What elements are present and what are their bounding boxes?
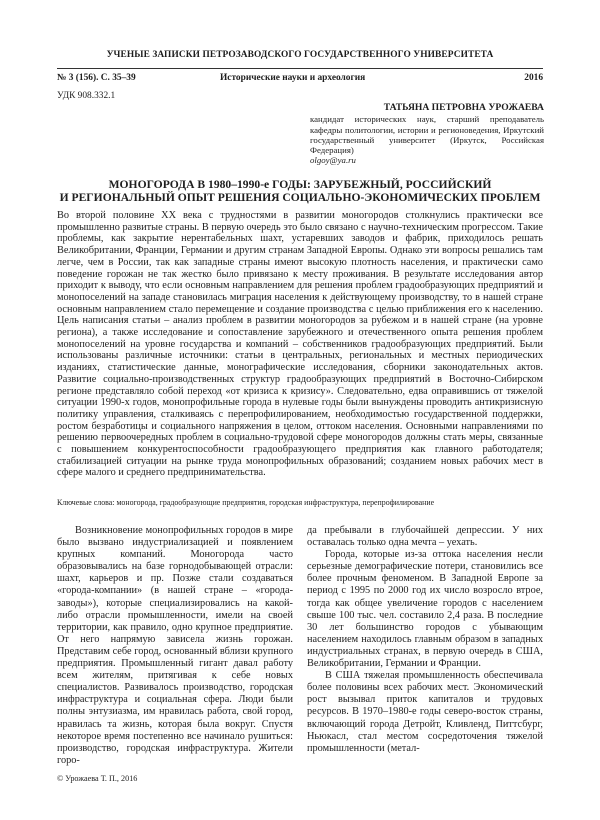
body-column-left — [57, 525, 293, 767]
header-divider — [57, 68, 543, 69]
paragraph: Возникновение монопрофильных городов в мире было вызвано индустриализацией и появлением крупных компаний. Моногорода часто образовывались на базе горнодобывающей отрасли: шахт, карьеров и пр. Позже стали создаваться «города-компании» (в нашей стране – «города-заводы»), которые специализировались на какой-либо отрасли промышленности, имели на своей территории, как правило, одно крупное предприятие. От него напрямую зависела жизнь горожан. Представим себе город, основанный вблизи крупного предприятия. Промышленный гигант давал работу всем жителям, притягивая к себе новых специалистов. Развивалось производство, городская инфраструктура и социальная сфера. Люди были полны энтузиазма, им нравилась работа, свой город, нравилась та жизнь, которая была вокруг. Спустя некоторое время постепенно все начинало рушиться: производство, городская инфраструктура. Жители горо- — [57, 525, 293, 766]
author-email[interactable]: olgoy@ya.ru — [310, 155, 356, 166]
copyright: © Урожаева Т. П., 2016 — [57, 774, 138, 783]
paragraph: да пребывали в глубочайшей депрессии. У них оставалась только одна мечта – уехать. — [307, 525, 543, 549]
author-block — [310, 103, 544, 166]
udk-code: УДК 908.332.1 — [57, 91, 116, 101]
abstract: Во второй половине XX века с трудностями в развитии моногородов столкнулись практически все промышленно развитые страны. В первую очередь это было связано с научно-техническим прогрессом. Такие проблемы, как закрытие нерентабельных шахт, устаревших заводов и фабрик, приходилось решать Великобритании, Франции, Германии и другим странам Западной Европы. Однако эти вопросы решались там легче, чем в России, так как западные страны имеют высокую плотность населения, и практически само поведение горожан не так жестко было привязано к месту проживания. В результате исследования автор приходит к выводу, что если основным направлением для решения проблем градообразующих предприятий и монопоселений на западе становилась миграция населения к действующему производству, то в нашей стране основным направлением стало перемещение и создание производства с целью приближения его к населению. Цель написания статьи – анализ проблем в развитии моногородов за рубежом и в нашей стране (на уровне региона), а также исследование и сопоставление зарубежного и отечественного опыта решения проблем монопоселений на уровне государства и компаний – собственников градообразующих предприятий. Были использованы различные источники: статьи в центральных, региональных и местных периодических изданиях, статистические данные, монографические исследования, сборники законодательных актов. Развитие социально-производственных структур градообразующих предприятий в Восточно-Сибирском регионе представляло собой переход «от кризиса к кризису». Следовательно, едва оправившись от тяжелой ситуации 1990-х годов, монопрофильные города в нулевые годы были вынуждены проводить антикризисную политику управления, сталкиваясь с перепрофилированием, необходимостью государственной поддержки, ростом безработицы и социального напряжения в целом, оттоком населения. Основными направлениями по решению первоочередных проблем в социально-трудовой сфере моногородов должны стать меры, связанные с повышением конкурентоспособности градообразующего предприятия как главного работодателя; стабилизацией ситуации на рынке труда монопрофильных образований; созданием новых рабочих мест в сфере малого и среднего предпринимательства. — [57, 210, 543, 479]
paragraph: В США тяжелая промышленность обеспечивала более половины всех рабочих мест. Экономический рост вызывал приток капиталов и трудовых ресурсов. В 1970–1980-е годы северо-восток страны, включающий города Детройт, Кливленд, Питтсбург, Ньюкасл, стал местом сосредоточения тяжелой промышленности (метал- — [307, 670, 543, 754]
keywords: Ключевые слова: моногорода, градообразующие предприятия, городская инфраструктура, перепрофилирование — [57, 498, 435, 507]
article-title — [0, 178, 600, 204]
issue-year: 2016 — [524, 73, 543, 83]
journal-title: УЧЕНЫЕ ЗАПИСКИ ПЕТРОЗАВОДСКОГО ГОСУДАРСТВЕННОГО УНИВЕРСИТЕТА — [106, 50, 494, 60]
body-column-right — [307, 525, 543, 755]
title-line-2: И РЕГИОНАЛЬНЫЙ ОПЫТ РЕШЕНИЯ СОЦИАЛЬНО-ЭКОНОМИЧЕСКИХ ПРОБЛЕМ — [59, 191, 541, 205]
section-name: Исторические науки и археология — [220, 73, 366, 83]
title-line-1: МОНОГОРОДА В 1980–1990-е ГОДЫ: ЗАРУБЕЖНЫЙ, РОССИЙСКИЙ — [108, 178, 492, 191]
author-name: ТАТЬЯНА ПЕТРОВНА УРОЖАЕВА — [383, 102, 544, 113]
issue-number: № 3 (156). С. 35–39 — [57, 73, 136, 83]
author-affiliation: кандидат исторических наук, старший преподаватель кафедры политологии, истории и регионоведения, Иркутский государственный университет (Иркутск, Российская Федерация) — [310, 114, 544, 156]
paragraph: Города, которые из-за оттока населения несли серьезные демографические потери, становились все более прочным феноменом. В Западной Европе за период с 1995 по 2000 год их число возросло втрое, тогда как общее увеличение городов с населением свыше 100 тыс. чел. составило 2,4 раза. В последние 30 лет большинство городов с убывающим населением находилось главным образом в западных индустриальных странах, в первую очередь в США, Великобритании, Германии и Франции. — [307, 549, 543, 670]
